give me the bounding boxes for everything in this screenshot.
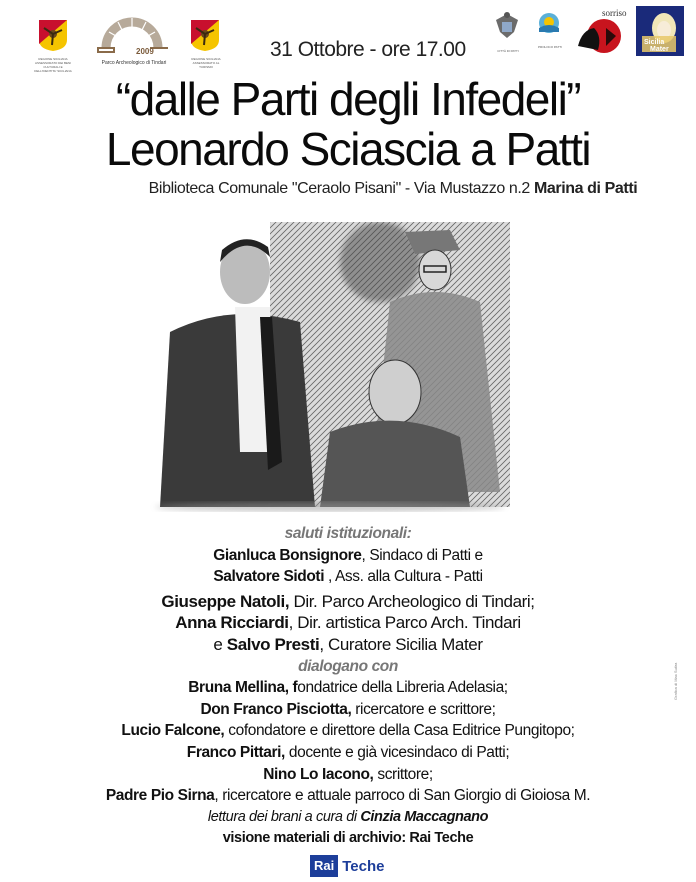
speaker-line: Don Franco Pisciotta, ricercatore e scrittore;	[200, 700, 496, 718]
speaker-line: Lucio Falcone, cofondatore e direttore della Casa Editrice Pungitopo;	[121, 722, 575, 740]
sun-sea-icon	[534, 10, 564, 40]
svg-text:Sicilia: Sicilia	[644, 39, 665, 46]
regione-sicilia-logo-2	[188, 18, 224, 69]
sorriso-logo	[572, 6, 628, 56]
archive-credit: visione materiali di archivio: Rai Teche	[222, 830, 474, 847]
logo-caption: REGIONE SICILIANA ASSESSORATO AL TURISMO	[191, 57, 221, 69]
reading-credit: lettura dei brani a cura di Cinzia Maccagnano	[207, 808, 489, 825]
event-venue	[0, 180, 696, 198]
sciascia-illustration	[150, 222, 520, 512]
greeting-line: e Salvo Presti, Curatore Sicilia Mater	[213, 634, 483, 654]
logo-caption: REGIONE SICILIANA ASSESSORATO DEI BENI CULTURALI E DELL'IDENTITA' SICILIANA	[34, 57, 72, 73]
event-date-time: 31 Ottobre - ore 17.00	[270, 38, 466, 61]
rai-box: Rai	[310, 855, 338, 877]
trinacria-crest-icon	[188, 18, 222, 52]
venue-location: Marina di Patti	[533, 180, 638, 197]
event-title-line-2: Leonardo Sciascia a Patti	[105, 123, 591, 175]
parco-archeologico-logo	[92, 12, 176, 65]
event-title-line-1: “dalle Parti degli Infedeli”	[115, 73, 581, 125]
year-text: 2009	[136, 47, 154, 56]
sicilia-mater-logo	[636, 6, 684, 56]
red-circle-silhouette-icon	[572, 6, 628, 56]
logo-caption: Parco Archeologico di Tindari	[101, 60, 167, 66]
section-heading-dialogue: dialogano con	[298, 657, 398, 675]
speaker-line: Padre Pio Sirna, ricercatore e attuale parroco di San Giorgio di Gioiosa M.	[105, 787, 591, 805]
greeting-line: Anna Ricciardi, Dir. artistica Parco Arch. Tindari	[175, 613, 521, 633]
speaker-line: Nino Lo Iacono, scrittore;	[263, 765, 433, 783]
trinacria-crest-icon	[36, 18, 70, 52]
section-heading-greetings: saluti istituzionali:	[284, 525, 412, 542]
regione-sicilia-logo-1	[36, 18, 72, 73]
portrait-collage-icon	[150, 222, 520, 512]
speaker-line: Bruna Mellina, fondatrice della Libreria Adelasia;	[188, 679, 508, 697]
greeting-line: Gianluca Bonsignore, Sindaco di Patti e	[213, 546, 483, 564]
rai-teche-logo	[310, 855, 384, 877]
portrait-icon	[636, 6, 684, 56]
sorriso-text: sorriso	[602, 8, 627, 18]
greeting-line: Salvatore Sidoti , Ass. alla Cultura - Patti	[213, 568, 483, 586]
proloco-patti-logo	[534, 10, 566, 49]
teche-text: Teche	[342, 857, 385, 875]
credits-block	[0, 523, 696, 850]
greeting-line: Giuseppe Natoli, Dir. Parco Archeologico di Tindari;	[161, 591, 535, 611]
graphic-design-credit: Grafica di Max Sultra	[673, 662, 678, 700]
svg-text:Mater: Mater	[650, 46, 669, 53]
speaker-line: Franco Pittari, docente e già vicesindaco di Patti;	[186, 743, 510, 761]
theatre-arch-icon	[92, 12, 172, 56]
logo-caption: PROLOCO PATTI	[538, 45, 562, 49]
logo-caption: CITTÀ DI PATTI	[497, 49, 519, 53]
venue-address: Biblioteca Comunale "Ceraolo Pisani" - Via Mustazzo n.2	[148, 180, 534, 197]
